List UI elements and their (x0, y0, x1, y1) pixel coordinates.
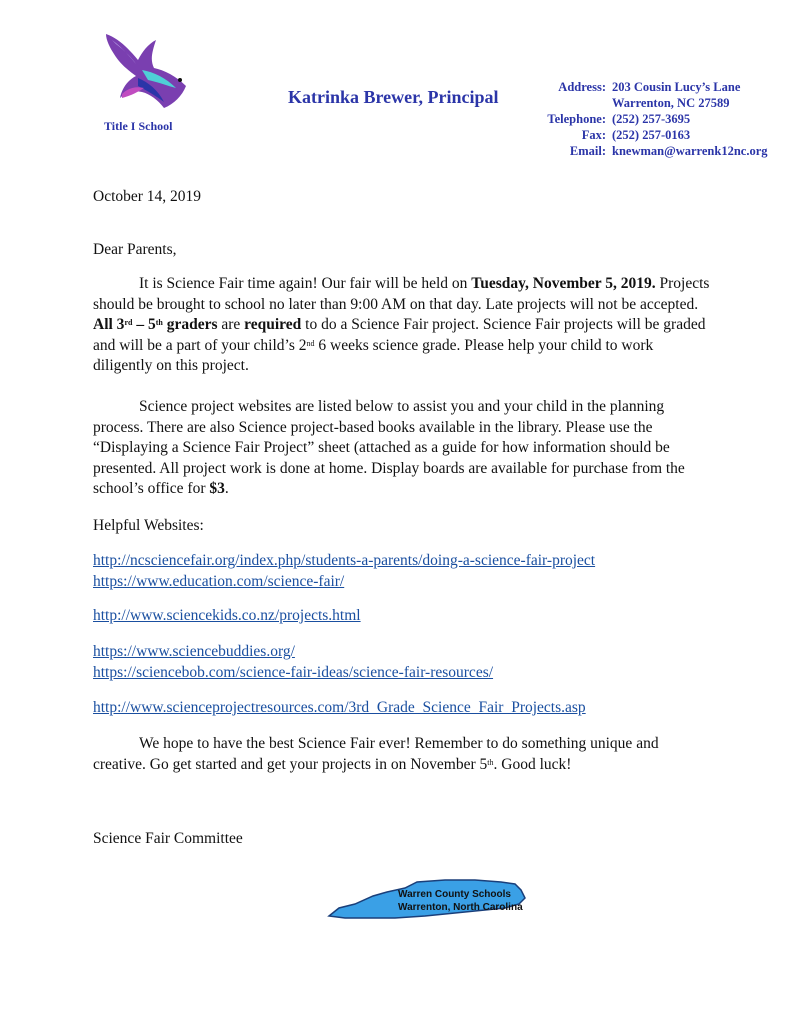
required-emphasis: required (244, 316, 302, 333)
text-run: to do a Science Fair project. Science Fair projects will be graded and will be a part of your child’s 2 (93, 316, 706, 354)
contact-value: Warrenton, NC 27589 (612, 96, 730, 110)
website-link[interactable]: https://sciencebob.com/science-fair-ideas/science-fair-resources/ (93, 663, 494, 681)
grades-emphasis (93, 316, 217, 333)
paragraph-websites (93, 397, 713, 500)
telephone-row (508, 111, 768, 127)
text-run: It is Science Fair time again! Our fair will be held on (139, 275, 472, 292)
contact-label: Fax: (581, 128, 606, 142)
paragraph-announcement (93, 274, 713, 377)
website-link[interactable]: http://www.scienceprojectresources.com/3rd_Grade_Science_Fair_Projects.asp (93, 699, 586, 716)
contact-label: Address: (558, 80, 606, 94)
text-run: – 5 (132, 316, 156, 333)
signature: Science Fair Committee (93, 830, 243, 847)
fax-row (508, 127, 768, 143)
link-group-4 (93, 698, 713, 719)
text-run: are (217, 316, 245, 333)
contact-value: (252) 257-0163 (612, 128, 691, 142)
fair-date: Tuesday, November 5, 2019. (471, 275, 656, 292)
websites-heading: Helpful Websites: (93, 517, 204, 534)
contact-label: Telephone: (547, 112, 606, 126)
website-link[interactable]: https://www.sciencebuddies.org/ (93, 643, 295, 660)
website-link[interactable]: http://www.sciencekids.co.nz/projects.html (93, 607, 361, 624)
text-run: Projects should be brought to school no later than 9:00 AM on that day. Late projects will not be accepted. (93, 275, 710, 313)
email-row (508, 143, 768, 159)
text-run: graders (162, 316, 218, 333)
text-run: Science project websites are listed below to assist you and your child in the planning process. There are also Science project-based books available in the library. Please use the “Displaying a Science Fair Project” sheet (attached as a guide for how information should be presented. All project work is done at home. Display boards are available for purchase from the school’s office for (93, 398, 685, 497)
salutation: Dear Parents, (93, 241, 177, 258)
letter-date: October 14, 2019 (93, 188, 202, 205)
principal-name: Katrinka Brewer, Principal (288, 87, 499, 107)
website-link[interactable]: http://ncsciencefair.org/index.php/students-a-parents/doing-a-science-fair-project (93, 552, 596, 569)
link-group-1 (93, 551, 713, 592)
link-group-3 (93, 642, 713, 683)
address-row (508, 79, 768, 95)
superscript: nd (306, 338, 315, 348)
eagle-logo (98, 30, 190, 112)
superscript: th (487, 757, 494, 767)
contact-value: (252) 257-3695 (612, 112, 691, 126)
paragraph-closing (93, 734, 713, 775)
title-i-school-label: Title I School (104, 119, 173, 133)
city-row (508, 95, 768, 111)
website-link[interactable]: https://www.education.com/science-fair/ (93, 572, 345, 590)
district-line: Warrenton, North Carolina (398, 902, 523, 913)
text-run: We hope to have the best Science Fair ever! Remember to do something unique and creative. Go get started and get your projects in on November 5 (93, 735, 659, 773)
text-run: . (224, 480, 229, 497)
text-run: . Good luck! (493, 755, 572, 773)
district-label (398, 888, 523, 914)
contact-value: knewman@warrenk12nc.org (612, 144, 768, 158)
contact-label (508, 95, 612, 111)
text-run: All 3 (93, 316, 125, 333)
link-group-2 (93, 606, 713, 627)
superscript: th (155, 318, 163, 327)
contact-block (508, 79, 768, 159)
contact-label: Email: (569, 144, 606, 158)
contact-value: 203 Cousin Lucy’s Lane (612, 80, 741, 94)
text-run: 6 weeks science grade. Please help your child to work diligently on this project. (93, 336, 654, 374)
price-emphasis: $3 (209, 480, 225, 497)
superscript: rd (124, 318, 133, 327)
district-line: Warren County Schools (398, 889, 511, 900)
